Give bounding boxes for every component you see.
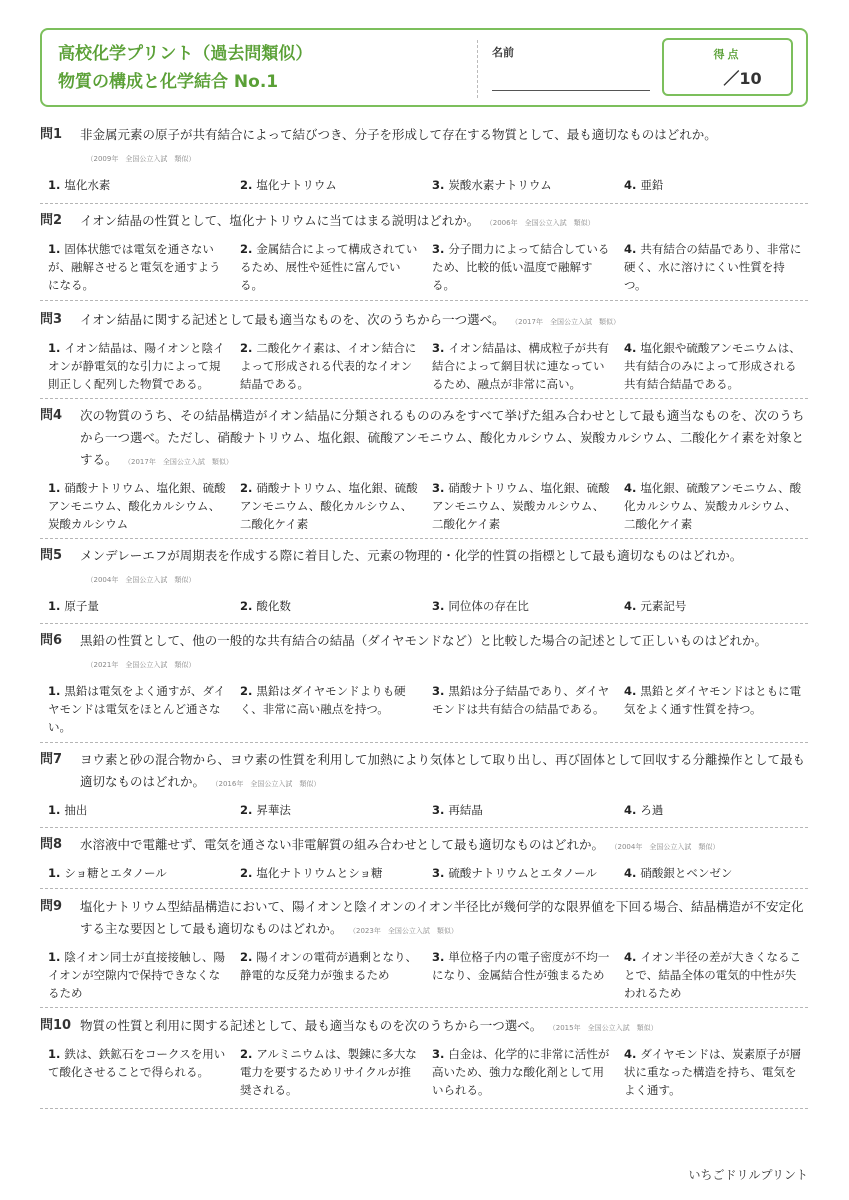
option-1[interactable]: 1. 固体状態では電気を通さないが、融解させると電気を通すようになる。 — [48, 242, 221, 292]
option-text: 同位体の存在比 — [448, 599, 529, 613]
option-text: 白金は、化学的に非常に活性が高いため、強力な酸化剤として用いられる。 — [432, 1047, 610, 1097]
option-text: 硝酸ナトリウム、塩化銀、硫酸アンモニウム、酸化カルシウム、炭酸カルシウム — [48, 481, 226, 531]
option-text: 金属結合によって構成されているため、展性や延性に富んでいる。 — [240, 242, 418, 292]
option-text: 抽出 — [64, 803, 88, 817]
option-4[interactable]: 4. 元素記号 — [624, 599, 687, 613]
option-3[interactable]: 3. 再結晶 — [432, 803, 483, 817]
option-3[interactable]: 3. 硝酸ナトリウム、塩化銀、硫酸アンモニウム、炭酸カルシウム、二酸化ケイ素 — [432, 481, 610, 531]
page-title: 高校化学プリント（過去問類似） — [58, 44, 313, 64]
options — [40, 682, 808, 736]
options — [40, 176, 808, 194]
option-text: イオン結晶は、構成粒子が共有結合によって網目状に連なっているため、融点が非常に高い。 — [432, 341, 610, 391]
question-text: メンデレーエフが周期表を作成する際に着目した、元素の物理的・化学的性質の指標として最も適切なものはどれか。 — [80, 548, 743, 563]
question-1 — [40, 124, 808, 204]
option-3[interactable]: 3. 単位格子内の電子密度が不均一になり、金属結合性が強まるため — [432, 950, 610, 982]
question-number: 問6 — [40, 633, 63, 648]
name-field[interactable] — [492, 90, 650, 91]
question-number: 問7 — [40, 752, 63, 767]
option-text: 塩化銀や硫酸アンモニウムは、共有結合のみによって形成される共有結合結晶である。 — [624, 341, 801, 391]
question-10 — [40, 1015, 808, 1109]
option-4[interactable]: 4. 硝酸銀とベンゼン — [624, 866, 733, 880]
option-2[interactable]: 2. 塩化ナトリウムとショ糖 — [240, 866, 383, 880]
question-row — [40, 749, 808, 795]
header-divider — [477, 40, 478, 98]
option-3[interactable]: 3. 白金は、化学的に非常に活性が高いため、強力な酸化剤として用いられる。 — [432, 1047, 610, 1097]
option-text: 二酸化ケイ素は、イオン結合によって形成される代表的なイオン結晶である。 — [240, 341, 417, 391]
question-source: （2006年 全国公立入試 類似） — [489, 219, 595, 227]
page-subtitle: 物質の構成と化学結合 No.1 — [58, 72, 279, 92]
option-1[interactable]: 1. 陰イオン同士が直接接触し、陽イオンが空隙内で保持できなくなるため — [48, 950, 226, 1000]
question-source: （2023年 全国公立入試 類似） — [352, 927, 458, 935]
option-text: ショ糖とエタノール — [64, 866, 167, 880]
option-3[interactable]: 3. イオン結晶は、構成粒子が共有結合によって網目状に連なっているため、融点が非常に高い。 — [432, 341, 610, 391]
question-text: 物質の性質と利用に関する記述として、最も適当なものを次のうちから一つ選べ。 — [80, 1018, 543, 1033]
options — [40, 864, 808, 882]
option-text: 亜鉛 — [640, 178, 664, 192]
option-2[interactable]: 2. 酸化数 — [240, 599, 291, 613]
options — [40, 948, 808, 1002]
question-row — [40, 210, 808, 234]
option-text: アルミニウムは、製錬に多大な電力を要するためリサイクルが推奨される。 — [240, 1047, 417, 1097]
option-text: 硝酸ナトリウム、塩化銀、硫酸アンモニウム、炭酸カルシウム、二酸化ケイ素 — [432, 481, 610, 531]
question-6 — [40, 630, 808, 743]
option-text: 塩化水素 — [64, 178, 111, 192]
option-2[interactable]: 2. アルミニウムは、製錬に多大な電力を要するためリサイクルが推奨される。 — [240, 1047, 417, 1097]
question-source: （2016年 全国公立入試 類似） — [215, 780, 321, 788]
question-2 — [40, 210, 808, 301]
option-text: 炭酸水素ナトリウム — [448, 178, 552, 192]
score-label: 得点 — [713, 48, 742, 61]
option-text: 硝酸銀とベンゼン — [640, 866, 733, 880]
option-text: 黒鉛とダイヤモンドはともに電気をよく通す性質を持つ。 — [624, 684, 802, 716]
option-1[interactable]: 1. 硝酸ナトリウム、塩化銀、硫酸アンモニウム、酸化カルシウム、炭酸カルシウム — [48, 481, 226, 531]
question-source: （2015年 全国公立入試 類似） — [552, 1024, 658, 1032]
question-number: 問5 — [40, 548, 63, 563]
option-4[interactable]: 4. ろ過 — [624, 803, 664, 817]
option-2[interactable]: 2. 金属結合によって構成されているため、展性や延性に富んでいる。 — [240, 242, 418, 292]
footer-brand: いちごドリルプリント — [688, 1168, 808, 1182]
option-text: 分子間力によって結合しているため、比較的低い温度で融解する。 — [432, 242, 610, 292]
question-text: 非金属元素の原子が共有結合によって結びつき、分子を形成して存在する物質として、最も適切なものはどれか。 — [80, 127, 717, 142]
option-2[interactable]: 2. 昇華法 — [240, 803, 291, 817]
option-4[interactable]: 4. 共有結合の結晶であり、非常に硬く、水に溶けにくい性質を持つ。 — [624, 242, 802, 292]
question-number: 問9 — [40, 899, 63, 914]
question-row — [40, 545, 808, 591]
option-text: 塩化ナトリウムとショ糖 — [256, 866, 383, 880]
title-block — [58, 40, 312, 96]
option-text: ダイヤモンドは、炭素原子が層状に重なった構造を持ち、電気をよく通す。 — [624, 1047, 802, 1097]
option-text: 硫酸ナトリウムとエタノール — [448, 866, 597, 880]
option-text: 陰イオン同士が直接接触し、陽イオンが空隙内で保持できなくなるため — [48, 950, 226, 1000]
option-2[interactable]: 2. 塩化ナトリウム — [240, 178, 337, 192]
question-source: （2004年 全国公立入試 類似） — [614, 843, 720, 851]
question-source: （2021年 全国公立入試 類似） — [90, 661, 196, 669]
option-2[interactable]: 2. 黒鉛はダイヤモンドよりも硬く、非常に高い融点を持つ。 — [240, 684, 406, 716]
option-text: 固体状態では電気を通さないが、融解させると電気を通すようになる。 — [48, 242, 221, 292]
question-row — [40, 309, 808, 333]
option-4[interactable]: 4. ダイヤモンドは、炭素原子が層状に重なった構造を持ち、電気をよく通す。 — [624, 1047, 802, 1097]
score-box — [662, 38, 793, 96]
option-text: 鉄は、鉄鉱石をコークスを用いて酸化させることで得られる。 — [48, 1047, 226, 1079]
question-source: （2017年 全国公立入試 類似） — [514, 318, 620, 326]
options — [40, 801, 808, 819]
option-text: 単位格子内の電子密度が不均一になり、金属結合性が強まるため — [432, 950, 610, 982]
option-text: 元素記号 — [640, 599, 687, 613]
question-text: 塩化ナトリウム型結晶構造において、陽イオンと陰イオンのイオン半径比が幾何学的な限界値を下回る場合、結晶構造が不安定化する主な要因として最も適切なものはどれか。 — [80, 899, 804, 936]
question-number: 問1 — [40, 127, 63, 142]
question-text: 次の物質のうち、その結晶構造がイオン結晶に分類されるもののみをすべて挙げた組み合わせとして最も適当なものを、次のうちから一つ選べ。ただし、硝酸ナトリウム、塩化銀、硫酸アンモニウム、酸化カルシウム、炭酸カルシウム、二酸化ケイ素を対象とする。 — [80, 408, 805, 467]
question-row — [40, 896, 808, 942]
question-row — [40, 405, 808, 473]
option-1[interactable]: 1. イオン結晶は、陽イオンと陰イオンが静電気的な引力によって規則正しく配列した物質である。 — [48, 341, 225, 391]
score-value: ／10 — [723, 69, 762, 88]
option-text: 昇華法 — [256, 803, 291, 817]
option-text: 共有結合の結晶であり、非常に硬く、水に溶けにくい性質を持つ。 — [624, 242, 802, 292]
option-2[interactable]: 2. 二酸化ケイ素は、イオン結合によって形成される代表的なイオン結晶である。 — [240, 341, 417, 391]
question-4 — [40, 405, 808, 539]
question-source: （2004年 全国公立入試 類似） — [90, 576, 196, 584]
question-number: 問10 — [40, 1018, 72, 1033]
option-4[interactable]: 4. 塩化銀、硫酸アンモニウム、酸化カルシウム、炭酸カルシウム、二酸化ケイ素 — [624, 481, 802, 531]
option-3[interactable]: 3. 同位体の存在比 — [432, 599, 529, 613]
question-row — [40, 124, 808, 170]
option-1[interactable]: 1. 抽出 — [48, 803, 88, 817]
question-number: 問2 — [40, 213, 63, 228]
option-text: 塩化銀、硫酸アンモニウム、酸化カルシウム、炭酸カルシウム、二酸化ケイ素 — [624, 481, 802, 531]
question-source: （2017年 全国公立入試 類似） — [127, 458, 233, 466]
question-8 — [40, 834, 808, 889]
option-text: 硝酸ナトリウム、塩化銀、硫酸アンモニウム、酸化カルシウム、二酸化ケイ素 — [240, 481, 418, 531]
option-text: 陽イオンの電荷が過剰となり、静電的な反発力が強まるため — [240, 950, 418, 982]
option-1[interactable]: 1. 塩化水素 — [48, 178, 111, 192]
question-text: 水溶液中で電離せず、電気を通さない非電解質の組み合わせとして最も適切なものはどれか。 — [80, 837, 605, 852]
worksheet-header — [40, 28, 808, 107]
option-1[interactable]: 1. 鉄は、鉄鉱石をコークスを用いて酸化させることで得られる。 — [48, 1047, 226, 1079]
question-text: イオン結晶の性質として、塩化ナトリウムに当てはまる説明はどれか。 — [80, 213, 480, 228]
option-4[interactable]: 4. 亜鉛 — [624, 178, 664, 192]
options — [40, 240, 808, 294]
option-text: 酸化数 — [256, 599, 291, 613]
option-text: 再結晶 — [448, 803, 483, 817]
question-number: 問8 — [40, 837, 63, 852]
question-text: イオン結晶に関する記述として最も適当なものを、次のうちから一つ選べ。 — [80, 312, 505, 327]
option-text: イオン半径の差が大きくなることで、結晶全体の電気的中性が失われるため — [624, 950, 802, 1000]
option-2[interactable]: 2. 陽イオンの電荷が過剰となり、静電的な反発力が強まるため — [240, 950, 418, 982]
option-2[interactable]: 2. 硝酸ナトリウム、塩化銀、硫酸アンモニウム、酸化カルシウム、二酸化ケイ素 — [240, 481, 418, 531]
option-text: 黒鉛は分子結晶であり、ダイヤモンドは共有結合の結晶である。 — [432, 684, 610, 716]
question-5 — [40, 545, 808, 624]
question-source: （2009年 全国公立入試 類似） — [90, 155, 196, 163]
option-3[interactable]: 3. 黒鉛は分子結晶であり、ダイヤモンドは共有結合の結晶である。 — [432, 684, 610, 716]
question-number: 問3 — [40, 312, 63, 327]
question-row — [40, 630, 808, 676]
option-text: ろ過 — [640, 803, 664, 817]
question-number: 問4 — [40, 408, 63, 423]
question-text: ヨウ素と砂の混合物から、ヨウ素の性質を利用して加熱により気体として取り出し、再び固体として回収する分離操作として最も適切なものはどれか。 — [80, 752, 806, 789]
option-text: 黒鉛は電気をよく通すが、ダイヤモンドは電気をほとんど通さない。 — [48, 684, 226, 734]
option-3[interactable]: 3. 分子間力によって結合しているため、比較的低い温度で融解する。 — [432, 242, 610, 292]
option-text: イオン結晶は、陽イオンと陰イオンが静電気的な引力によって規則正しく配列した物質である。 — [48, 341, 225, 391]
options — [40, 597, 808, 615]
options — [40, 479, 808, 533]
options — [40, 339, 808, 393]
question-9 — [40, 896, 808, 1008]
option-text: 塩化ナトリウム — [256, 178, 337, 192]
option-3[interactable]: 3. 硫酸ナトリウムとエタノール — [432, 866, 597, 880]
question-row — [40, 1015, 808, 1039]
option-1[interactable]: 1. 原子量 — [48, 599, 99, 613]
question-text: 黒鉛の性質として、他の一般的な共有結合の結晶（ダイヤモンドなど）と比較した場合の記述として正しいものはどれか。 — [80, 633, 768, 648]
option-1[interactable]: 1. ショ糖とエタノール — [48, 866, 167, 880]
option-4[interactable]: 4. イオン半径の差が大きくなることで、結晶全体の電気的中性が失われるため — [624, 950, 802, 1000]
option-text: 原子量 — [64, 599, 99, 613]
option-4[interactable]: 4. 塩化銀や硫酸アンモニウムは、共有結合のみによって形成される共有結合結晶である。 — [624, 341, 801, 391]
option-3[interactable]: 3. 炭酸水素ナトリウム — [432, 178, 552, 192]
option-4[interactable]: 4. 黒鉛とダイヤモンドはともに電気をよく通す性質を持つ。 — [624, 684, 802, 716]
question-7 — [40, 749, 808, 828]
name-label: 名前 — [492, 46, 514, 59]
question-3 — [40, 309, 808, 399]
option-text: 黒鉛はダイヤモンドよりも硬く、非常に高い融点を持つ。 — [240, 684, 406, 716]
question-row — [40, 834, 808, 858]
options — [40, 1045, 808, 1099]
option-1[interactable]: 1. 黒鉛は電気をよく通すが、ダイヤモンドは電気をほとんど通さない。 — [48, 684, 226, 734]
